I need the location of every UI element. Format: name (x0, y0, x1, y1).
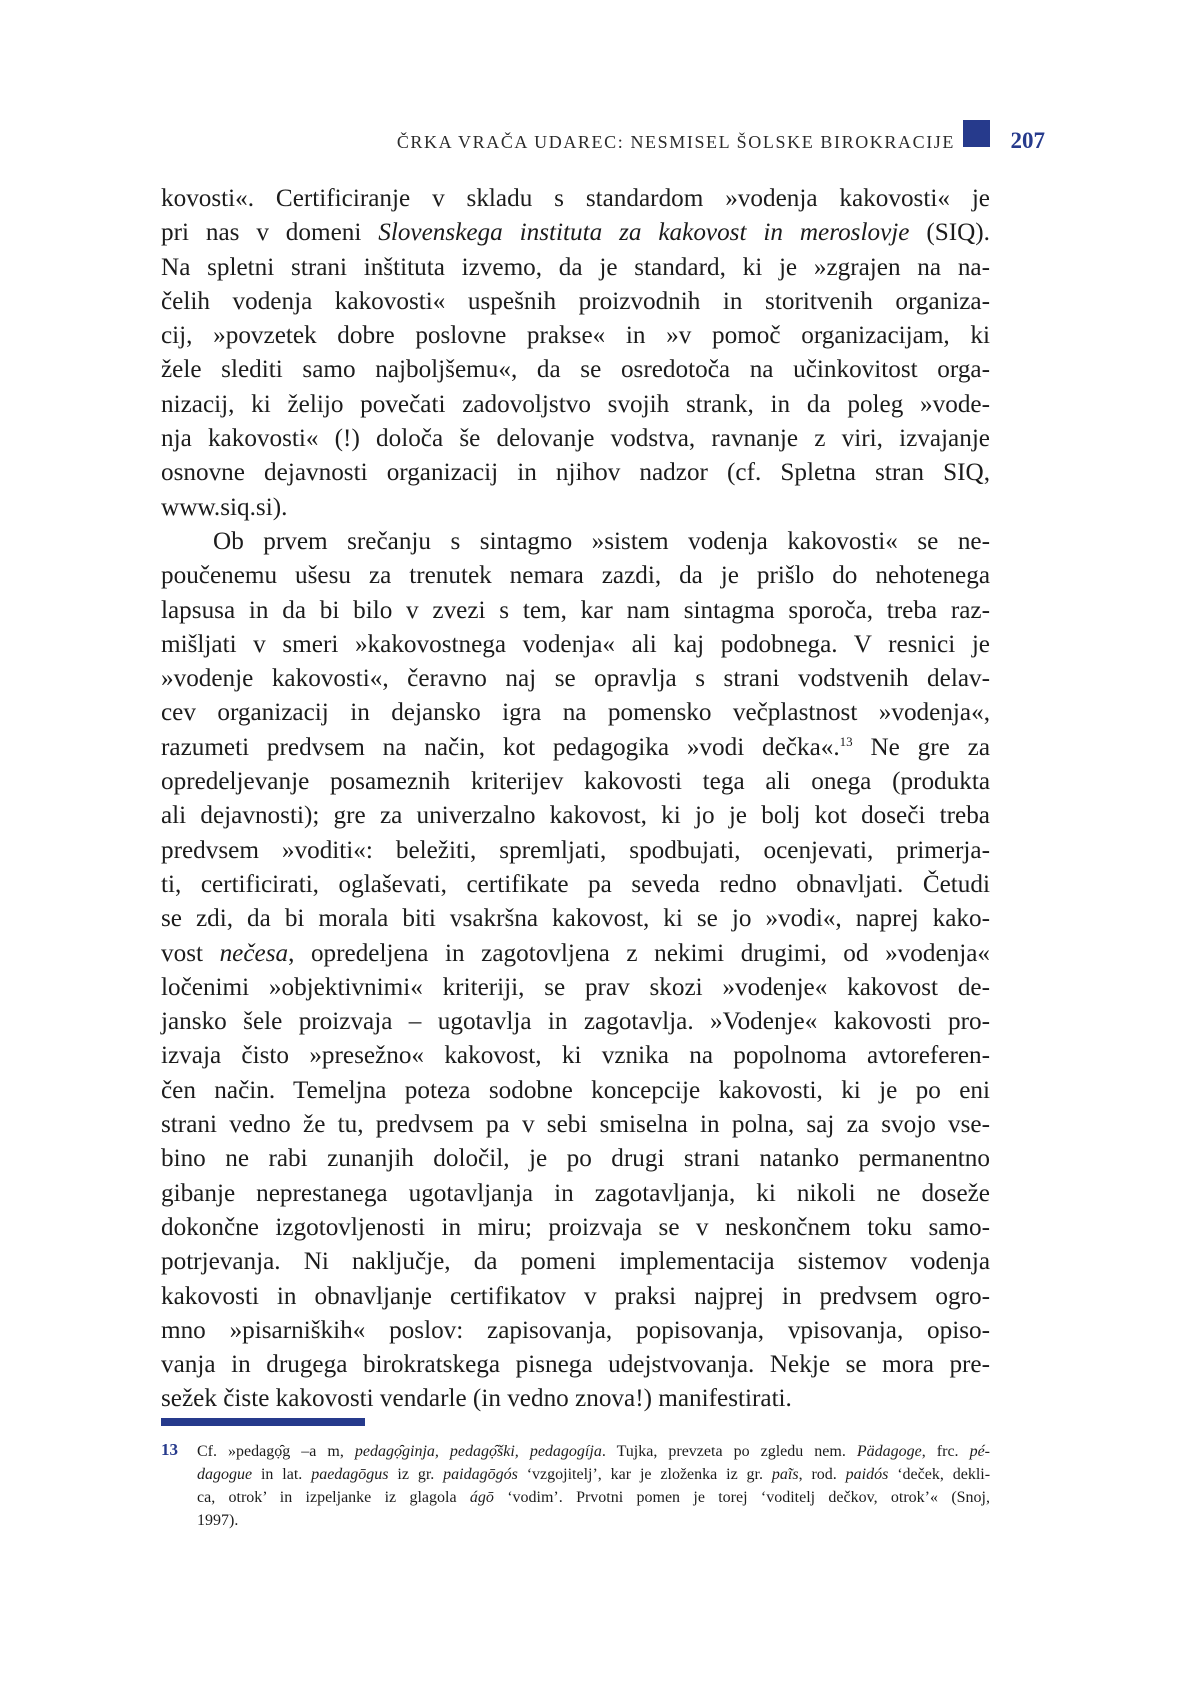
text-line (161, 1382, 990, 1416)
text-line (161, 1280, 990, 1314)
text-run: predvsem »voditi«: beležiti, spremljati, spodbujati, ocenjevati, primerja- (161, 836, 990, 864)
text-line (161, 285, 990, 319)
text-run: , frc. (921, 1443, 970, 1460)
running-header (160, 120, 1045, 160)
text-run: mno »pisarniških« poslov: zapisovanja, popisovanja, vpisovanja, opiso- (161, 1316, 990, 1344)
text-run: bino ne rabi zunanjih določil, je po drugi strani natanko permanentno (161, 1145, 990, 1173)
text-run: vost (161, 939, 220, 967)
text-run: ‘vodim’. Prvotni pomen je torej ‘voditelj dečkov, otrok’« (Snoj, (493, 1489, 990, 1506)
text-line (161, 628, 990, 662)
text-run: , rod. (798, 1466, 846, 1483)
footnote-separator-rule (161, 1418, 365, 1426)
text-line (161, 251, 990, 285)
text-line (161, 1039, 990, 1073)
text-line (161, 834, 990, 868)
text-run: razumeti predvsem na način, kot pedagogika »vodi dečka«. (161, 733, 840, 761)
text-run: ločenimi »objektivnimi« kriteriji, se prav skozi »vodenje« kakovost de- (161, 973, 990, 1001)
text-run: nizacij, ki želijo povečati zadovoljstvo svojih strank, in da poleg »vode- (161, 390, 990, 418)
italic-text-run: nečesa (219, 939, 289, 967)
running-head-title: ČRKA VRAČA UDAREC: NESMISEL ŠOLSKE BIROKRACIJE (396, 132, 955, 152)
text-line (161, 388, 990, 422)
text-run: lapsusa in da bi bilo v zvezi s tem, kar nam sintagma sporoča, treba raz- (161, 596, 990, 624)
italic-text-run: Pädagoge (856, 1443, 922, 1460)
text-run: iz gr. (388, 1466, 444, 1483)
italic-text-run: paidós (845, 1466, 889, 1483)
text-run: »vodenje kakovosti«, čeravno naj se opravlja s strani vodstvenih delav- (161, 665, 990, 693)
text-run: gibanje neprestanega ugotavljanja in zagotavljanja, ki nikoli ne doseže (161, 1179, 990, 1207)
text-line (161, 971, 990, 1005)
text-run: vanja in drugega birokratskega pisnega udejstvovanja. Nekje se mora pre- (161, 1351, 990, 1379)
text-line (161, 422, 990, 456)
text-line (161, 868, 990, 902)
footnote-line (197, 1440, 990, 1463)
text-run: ca, otrok’ in izpeljanke iz glagola (197, 1489, 470, 1506)
text-line (161, 937, 990, 971)
italic-text-run: paĩs (771, 1466, 799, 1483)
text-line (161, 182, 990, 216)
main-text-body (161, 182, 990, 1417)
text-run: , opredeljena in zagotovljena z nekimi drugimi, od »vodenja« (288, 939, 990, 967)
text-line (161, 491, 990, 525)
text-run: . Tujka, prevzeta po zgledu nem. (601, 1443, 857, 1460)
text-run: cev organizacij in dejansko igra na pomensko večplastnost »vodenja«, (161, 699, 990, 727)
text-run: poučenemu ušesu za trenutek nemara zazdi, da je prišlo do nehotenega (161, 562, 990, 590)
text-line (161, 456, 990, 490)
text-line (161, 902, 990, 936)
italic-text-run: dagogue (197, 1466, 253, 1483)
text-run: nja kakovosti« (!) določa še delovanje vodstva, ravnanje z viri, izvajanje (161, 425, 990, 453)
footnote-number: 13 (161, 1440, 178, 1459)
text-run: želе slediti samo najboljšemu«, da se osredotoča na učinkovitost orga- (161, 356, 990, 384)
italic-text-run: paidagōgós (443, 1466, 518, 1483)
text-run: opredeljevanje posameznih kriterijev kakovosti tega ali onega (produkta (161, 768, 990, 796)
text-run: ‘deček, dekli- (888, 1466, 991, 1483)
text-line (161, 353, 990, 387)
text-line (161, 319, 990, 353)
italic-text-run: Slovenskega instituta za kakovost in meroslovje (378, 219, 910, 247)
text-run: Cf. »pedagọ̑g –a m, (197, 1443, 355, 1460)
text-run: čen način. Temeljna poteza sodobne koncepcije kakovosti, ki je po eni (161, 1076, 990, 1104)
text-run: Ne gre za (852, 733, 991, 761)
text-line (161, 559, 990, 593)
text-run: cij, »povzetek dobre poslovne prakse« in »v pomoč organizacijam, ki (161, 322, 990, 350)
text-run: pri nas v domeni (161, 219, 379, 247)
text-line (161, 696, 990, 730)
text-run: 1997). (197, 1512, 239, 1529)
footnote-line (197, 1509, 990, 1532)
text-run: in lat. (252, 1466, 312, 1483)
italic-text-run: paedagōgus (311, 1466, 389, 1483)
text-line (161, 1348, 990, 1382)
text-run: ‘vzgojitelj’, kar je zloženka iz gr. (517, 1466, 772, 1483)
text-run: www.siq.si). (161, 493, 288, 521)
text-run: kovosti«. Certificiranje v skladu s standardom »vodenja kakovosti« je (161, 185, 990, 212)
text-line (161, 1177, 990, 1211)
italic-text-run: pé- (969, 1443, 991, 1460)
text-line (161, 594, 990, 628)
page-number: 207 (1010, 128, 1045, 153)
text-line (161, 216, 990, 250)
chapter-marker-square (963, 120, 990, 147)
text-run: strani vedno že tu, predvsem pa v sebi smiselna in polna, saj za svojo vse- (161, 1111, 990, 1139)
text-line (161, 1074, 990, 1108)
text-run: sežek čiste kakovosti vendarle (in vedno znova!) manifestirati. (161, 1385, 792, 1413)
footnote-line (197, 1463, 990, 1486)
text-run: se zdi, da bi morala biti vsakršna kakovost, ki se jo »vodi«, naprej kako- (161, 905, 990, 933)
text-line (161, 731, 990, 765)
text-line (161, 1108, 990, 1142)
text-run: Na spletni strani inštituta izvemo, da je standard, ki je »zgrajen na na- (161, 253, 990, 281)
text-line (161, 1142, 990, 1176)
text-run: mišljati v smeri »kakovostnega vodenja« ali kaj podobnega. V resnici je (161, 630, 990, 658)
text-line (161, 765, 990, 799)
footnote-text (197, 1440, 990, 1532)
text-run: Ob prvem srečanju s sintagmo »sistem vodenja kakovosti« se ne- (213, 527, 990, 555)
text-run: čelih vodenja kakovosti« uspešnih proizvodnih in storitvenih organiza- (161, 287, 990, 315)
text-run: izvaja čisto »presežno« kakovost, ki vznika na popolnoma avtoreferen- (161, 1042, 990, 1070)
italic-text-run: pedagọ̑ginja, pedagọ̑ški, pedagogíja (354, 1443, 602, 1460)
text-run: ali dejavnosti); gre za univerzalno kakovost, ki jo je bolj kot doseči treba (161, 802, 990, 830)
text-run: (SIQ). (909, 219, 990, 247)
text-run: dokončne izgotovljenosti in miru; proizvaja se v neskončnem toku samo- (161, 1213, 990, 1241)
text-run: potrjevanja. Ni naključje, da pomeni implementacija sistemov vodenja (161, 1248, 990, 1276)
footnote-line (197, 1486, 990, 1509)
text-run: ti, certificirati, oglaševati, certifikate pa seveda redno obnavljati. Četudi (161, 870, 990, 898)
text-run: osnovne dejavnosti organizacij in njihov nadzor (cf. Spletna stran SIQ, (161, 459, 990, 487)
text-run: jansko šele proizvaja – ugotavlja in zagotavlja. »Vodenje« kakovosti pro- (161, 1008, 990, 1036)
text-line (161, 525, 990, 559)
footnote-reference: 13 (839, 733, 853, 749)
text-line (161, 1245, 990, 1279)
text-run: kakovosti in obnavljanje certifikatov v praksi najprej in predvsem ogro- (161, 1282, 990, 1310)
text-line (161, 1005, 990, 1039)
text-line (161, 1211, 990, 1245)
text-line (161, 662, 990, 696)
italic-text-run: ágō (469, 1489, 494, 1506)
text-line (161, 799, 990, 833)
text-line (161, 1314, 990, 1348)
